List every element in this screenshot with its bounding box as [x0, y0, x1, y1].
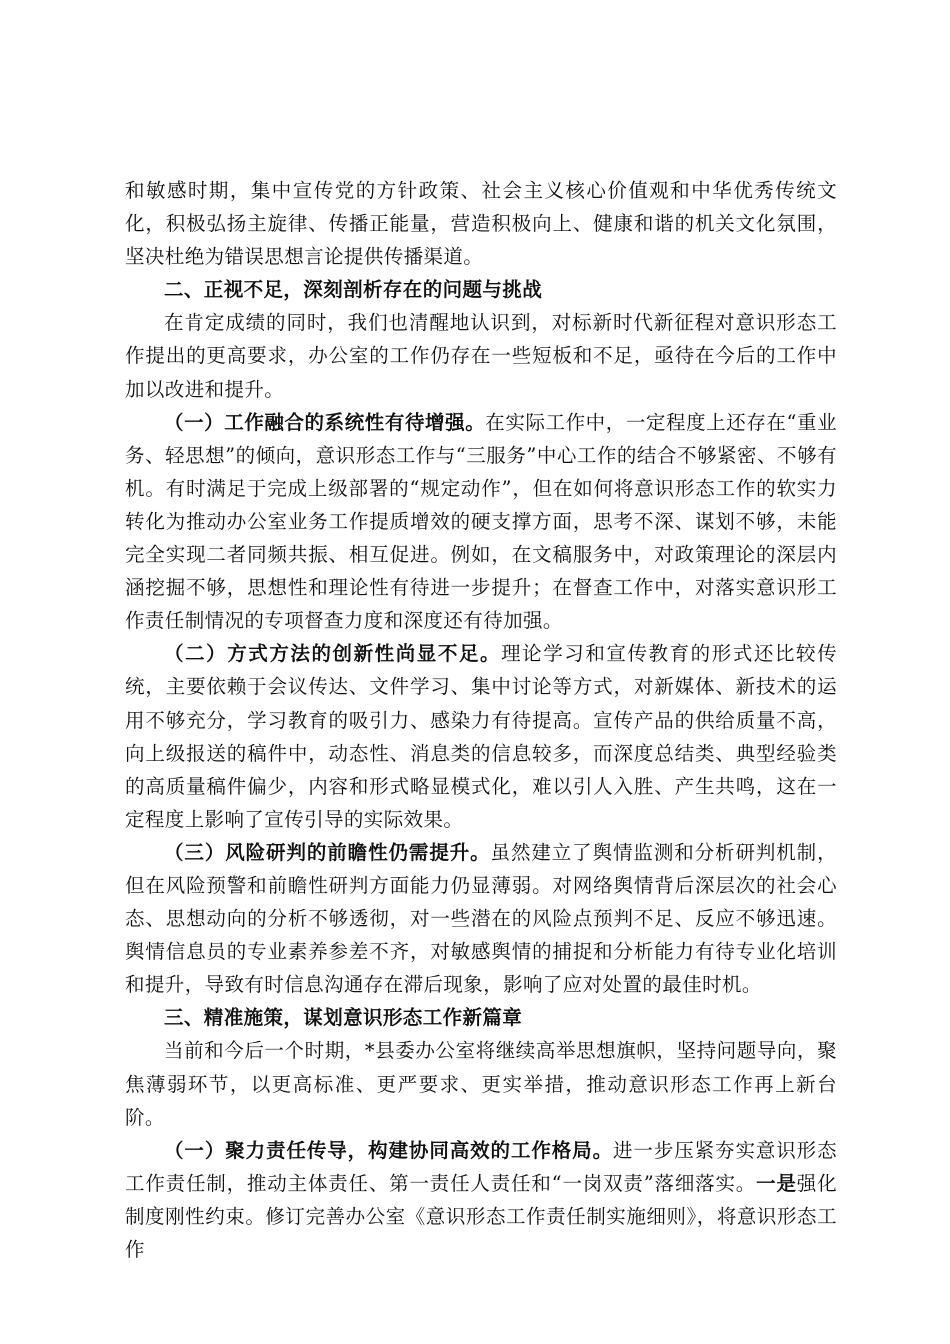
paragraph-issue-1: [125, 406, 837, 638]
paragraph-issue-2: [125, 637, 837, 836]
paragraph-text: 当前和今后一个时期，*县委办公室将继续高举思想旗帜，坚持问题导向，聚焦薄弱环节，以更高标准、更严要求、更实举措，推动意识形态工作再上新台阶。: [125, 1039, 837, 1129]
paragraph-text-secondary: 强化制度刚性约束。修订完善办公室《意识形态工作责任制实施细则》，将意识形态工作: [125, 1171, 837, 1261]
heading-text: 二、正视不足，深刻剖析存在的问题与挑战: [164, 278, 543, 302]
paragraph-text: 在实际工作中，一定程度上还存在“重业务、轻思想”的倾向，意识形态工作与“三服务”中心工作的结合不够紧密、不够有机。有时满足于完成上级部署的“规定动作”，但在如何将意识形态工作的软实力转化为推动办公室业务工作提质增效的硬支撑方面，思考不深、谋划不够，未能完全实现二者同频共振、相互促进。例如，在文稿服务中，对政策理论的深层内涵挖掘不够，思想性和理论性有待进一步提升；在督查工作中，对落实意识形工作责任制情况的专项督查力度和深度还有待加强。: [125, 410, 838, 633]
paragraph-text: 虽然建立了舆情监测和分析研判机制，但在风险预警和前瞻性研判方面能力仍显薄弱。对网络舆情背后深层次的社会心态、思想动向的分析不够透彻，对一些潜在的风险点预判不足、反应不够迅速。舆情信息员的专业素养参差不齐，对敏感舆情的捕捉和分析能力有待专业化培训和提升，导致有时信息沟通存在滞后现象，影响了应对处置的最佳时机。: [125, 840, 837, 997]
paragraph-intro: [125, 306, 837, 405]
section-heading-3: [125, 1001, 837, 1034]
paragraph-lead: （二）方式方法的创新性尚显不足。: [164, 642, 502, 666]
paragraph-text: 在肯定成绩的同时，我们也清醒地认识到，对标新时代新征程对意识形态工作提出的更高要求，办公室的工作仍存在一些短板和不足，亟待在今后的工作中加以改进和提升。: [125, 311, 837, 401]
paragraph-measure-1: [125, 1134, 837, 1266]
document-body: [125, 174, 837, 1266]
heading-text: 三、精准施策，谋划意识形态工作新篇章: [164, 1006, 523, 1030]
section-heading-2: [125, 273, 837, 306]
paragraph-lead: （三）风险研判的前瞻性仍需提升。: [164, 840, 491, 864]
paragraph-lead: （一）聚力责任传导，构建协同高效的工作格局。: [164, 1138, 613, 1162]
paragraph-plan-intro: [125, 1034, 837, 1133]
paragraph-text: 和敏感时期，集中宣传党的方针政策、社会主义核心价值观和中华优秀传统文化，积极弘扬主旋律、传播正能量，营造积极向上、健康和谐的机关文化氛围，坚决杜绝为错误思想言论提供传播渠道。: [125, 179, 837, 269]
paragraph-lead: （一）工作融合的系统性有待增强。: [164, 410, 486, 434]
paragraph-lead-secondary: 一是: [756, 1171, 797, 1195]
paragraph-issue-3: [125, 836, 837, 1001]
paragraph-continuation: [125, 174, 837, 273]
paragraph-text: 进一步压紧夯实意识形态工作责任制，推动主体责任、第一责任人责任和“一岗双责”落细落实。: [125, 1138, 837, 1195]
paragraph-text: 理论学习和宣传教育的形式还比较传统，主要依赖于会议传达、文件学习、集中讨论等方式，对新媒体、新技术的运用不够充分，学习教育的吸引力、感染力有待提高。宣传产品的供给质量不高，向上级报送的稿件中，动态性、消息类的信息较多，而深度总结类、典型经验类的高质量稿件偏少，内容和形式略显模式化，难以引人入胜、产生共鸣，这在一定程度上影响了宣传引导的实际效果。: [125, 642, 837, 831]
